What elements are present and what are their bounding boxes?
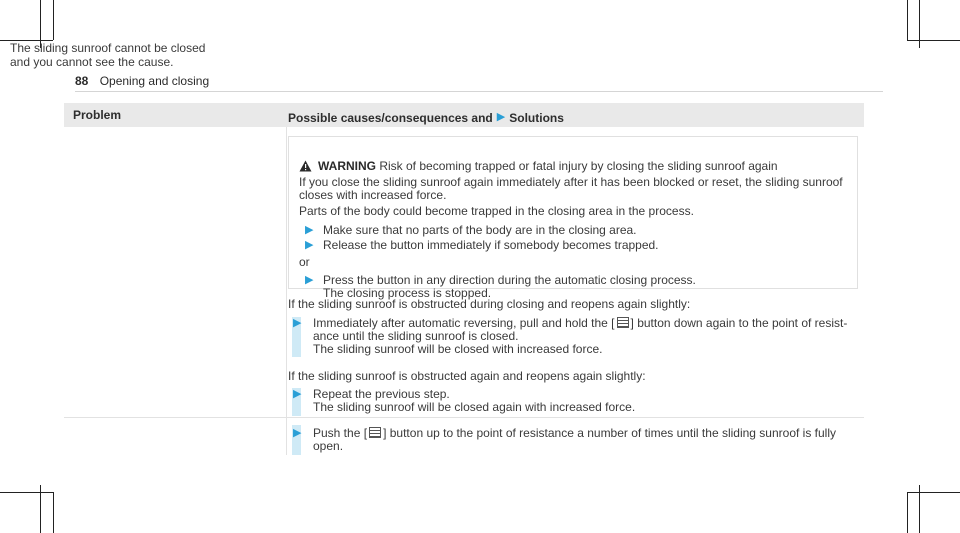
warning-paragraph: closes with increased force.: [299, 188, 447, 202]
problem-description: [10, 41, 210, 69]
crop-mark: [907, 492, 960, 493]
case-step: Repeat the previous step.: [313, 387, 450, 401]
warning-title: Risk of becoming trapped or fatal injury by closing the sliding sunroof again: [379, 159, 778, 173]
case-step: [313, 427, 836, 440]
warning-step-result: The closing process is stopped.: [323, 286, 492, 300]
column-divider: [286, 127, 287, 455]
column-header-problem: Problem: [73, 108, 122, 122]
table-header: [64, 103, 864, 127]
case-step: ance until the sliding sunroof is closed.: [313, 329, 519, 343]
crop-mark: [907, 40, 960, 41]
play-arrow-icon: ▶: [293, 317, 302, 329]
case-step-text: Push the: [313, 426, 361, 440]
case-step-result: The sliding sunroof will be closed again with increased force.: [313, 400, 636, 414]
play-arrow-icon: ▶: [305, 274, 314, 286]
warning-step: Make sure that no parts of the body are in the closing area.: [323, 223, 637, 237]
problem-line: and you cannot see the cause.: [10, 55, 174, 69]
crop-mark: [53, 0, 54, 40]
crop-mark: [907, 492, 908, 533]
row-divider: [64, 417, 864, 418]
warning-paragraph: Parts of the body could become trapped in the closing area in the process.: [299, 204, 694, 218]
column-header-solutions: Solutions: [509, 110, 564, 125]
warning-step: Press the button in any direction during the automatic closing process.: [323, 273, 696, 287]
column-header-causes: [277, 103, 564, 127]
warning-paragraph: If you close the sliding sunroof again immediately after it has been blocked or reset, the sliding sunroof: [299, 175, 843, 189]
column-header-causes-text: Possible causes/consequences and: [288, 110, 493, 125]
warning-title-line: [318, 160, 778, 173]
case-step-result: The sliding sunroof will be closed with increased force.: [313, 342, 603, 356]
crop-mark: [0, 492, 53, 493]
play-arrow-icon: ▶: [293, 388, 302, 400]
sunroof-switch-icon: [ ]: [363, 426, 387, 440]
case-intro: If the sliding sunroof is obstructed during closing and reopens again slightly:: [288, 297, 691, 311]
problem-line: The sliding sunroof cannot be closed: [10, 41, 206, 55]
case-intro: If the sliding sunroof is obstructed again and reopens again slightly:: [288, 369, 646, 383]
problem-solution-table: [64, 103, 864, 127]
case-step-text: button down again to the point of resist-: [637, 316, 848, 330]
play-arrow-icon: ▶: [496, 111, 506, 123]
warning-label: WARNING: [318, 159, 376, 173]
case-step: open.: [313, 439, 344, 453]
crop-mark: [907, 0, 908, 40]
play-arrow-icon: ▶: [293, 427, 302, 439]
case-step-text: button up to the point of resistance a number of times until the sliding sunroof is fully: [389, 426, 836, 440]
page-number: 88: [75, 74, 89, 88]
warning-step: Release the button immediately if somebody becomes trapped.: [323, 238, 659, 252]
crop-mark: [53, 492, 54, 533]
page-header: [75, 74, 209, 88]
warning-triangle-icon: [299, 160, 312, 172]
play-arrow-icon: ▶: [305, 224, 314, 236]
header-divider: [75, 91, 883, 92]
section-title: Opening and closing: [99, 74, 210, 88]
sunroof-switch-icon: [ ]: [611, 316, 634, 330]
warning-or: or: [299, 255, 310, 269]
play-arrow-icon: ▶: [305, 239, 314, 251]
case-step-text: Immediately after automatic reversing, pull and hold the: [313, 316, 608, 330]
